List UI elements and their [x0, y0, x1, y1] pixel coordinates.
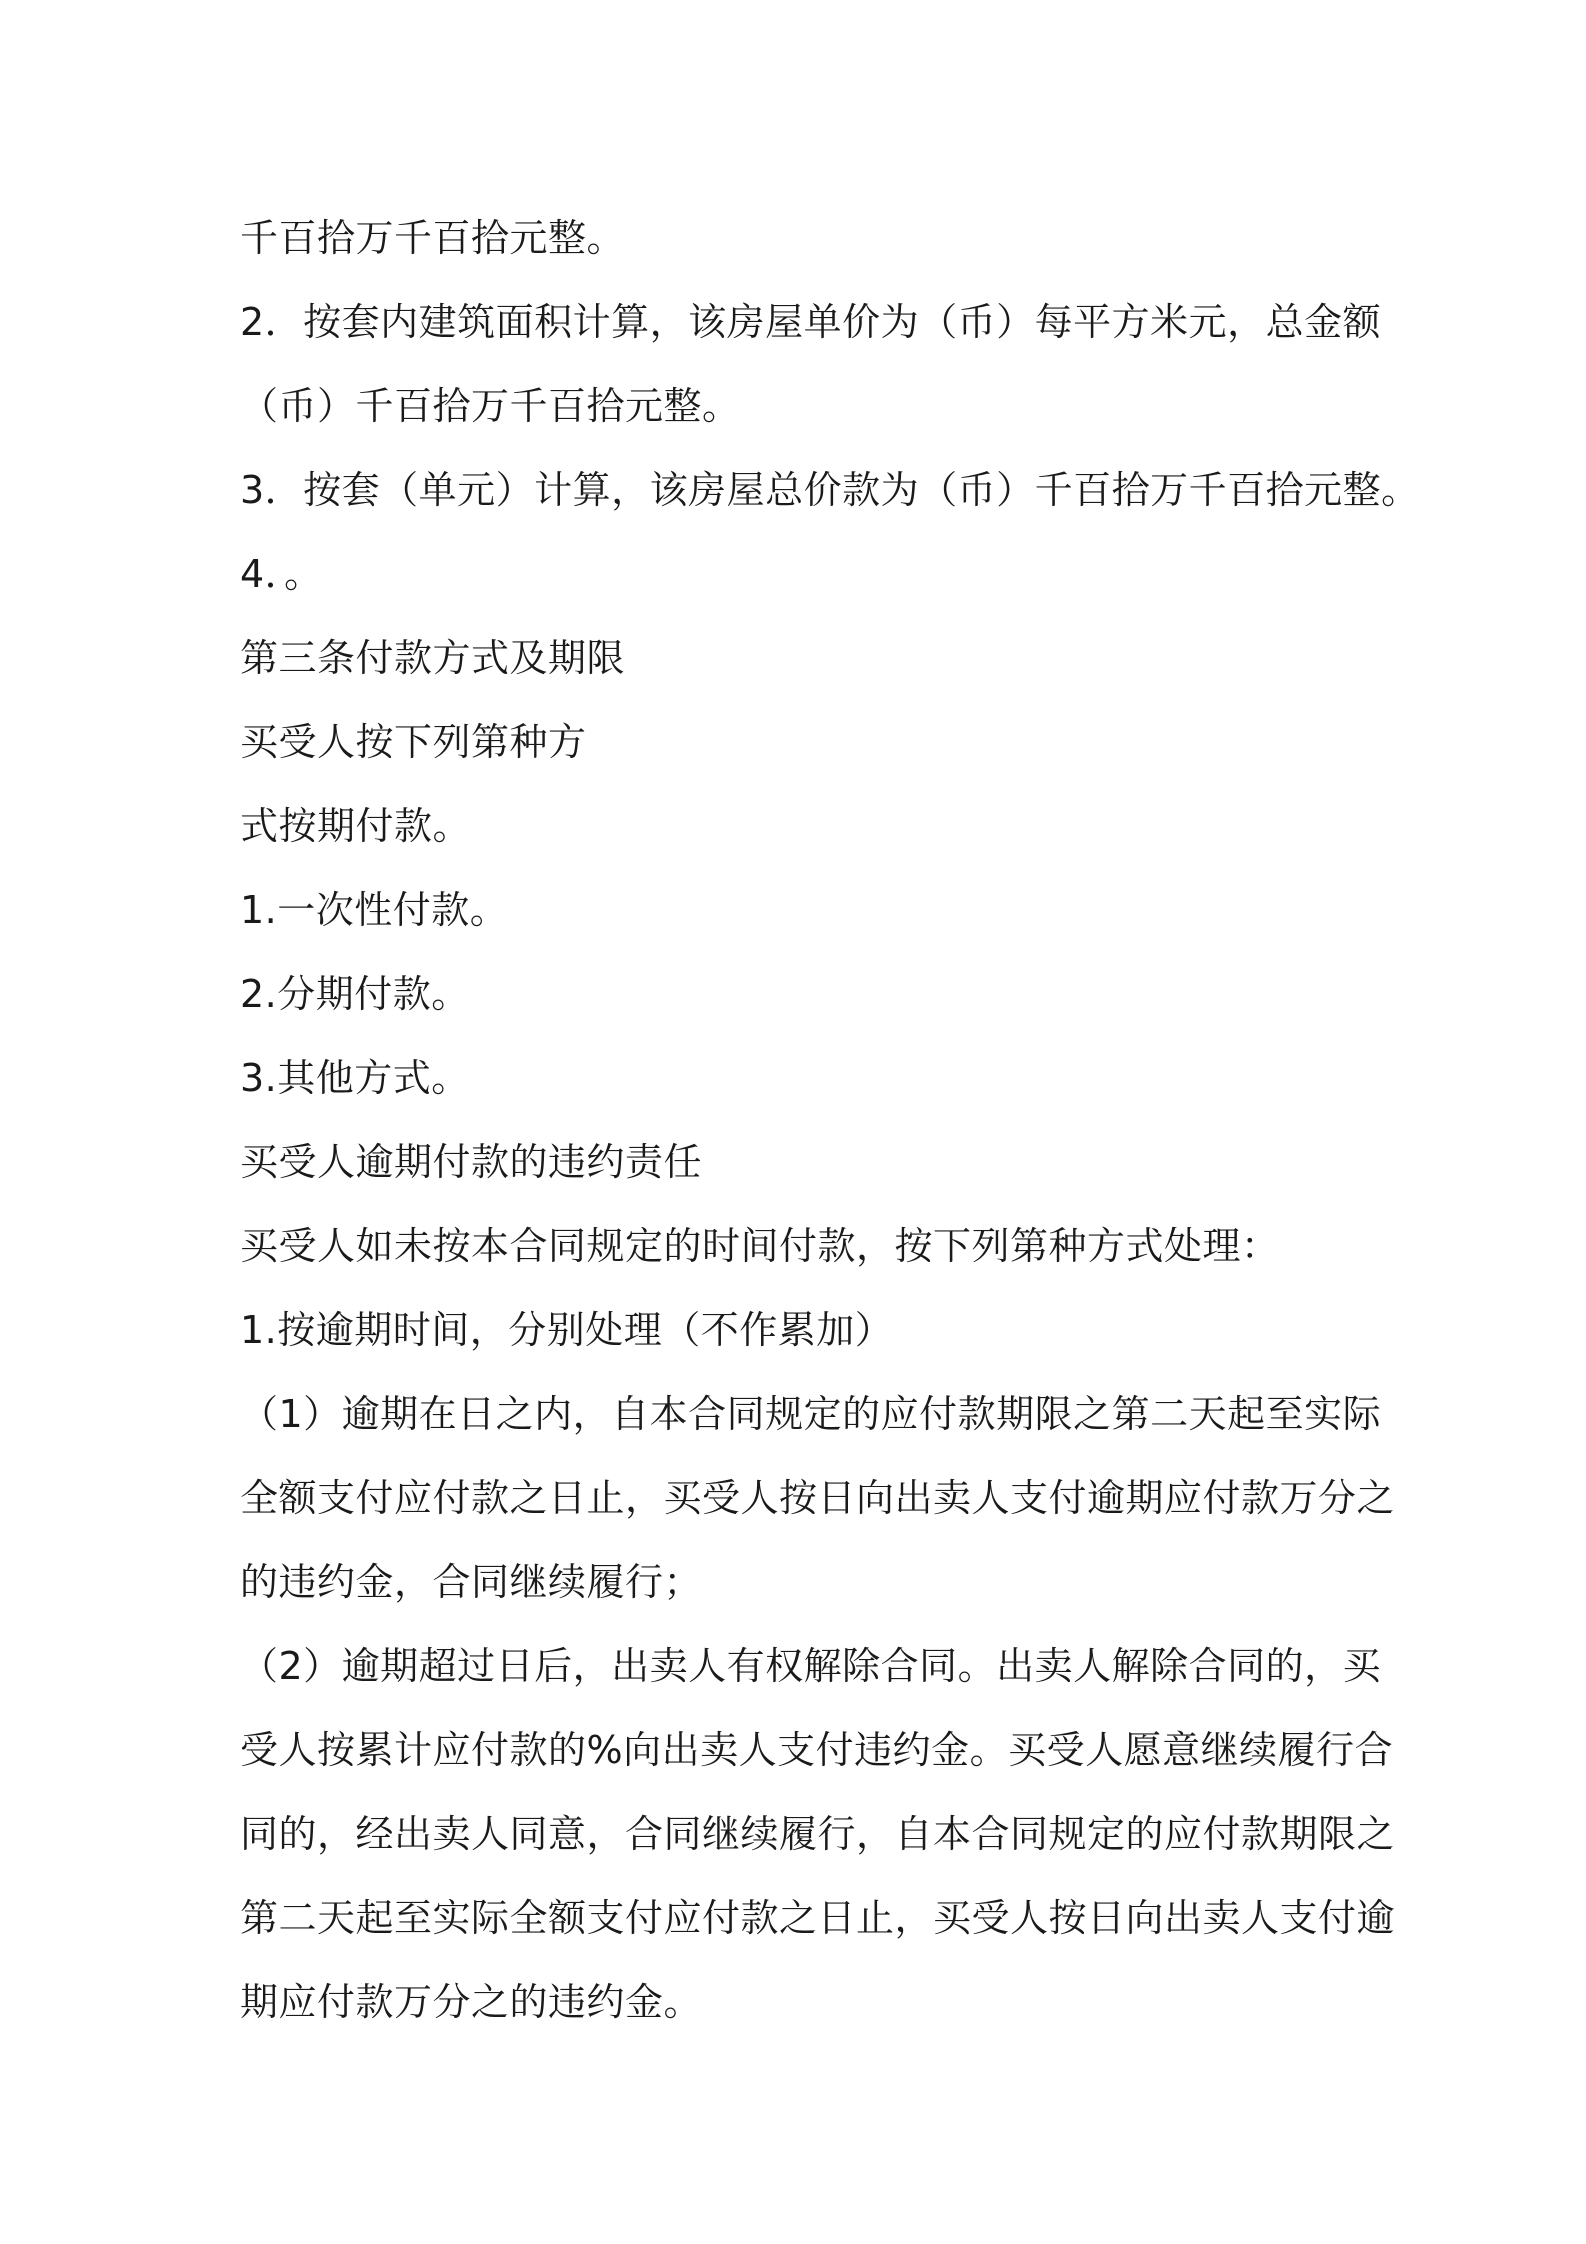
section-heading: 买受人逾期付款的违约责任 — [240, 1140, 703, 1184]
text-line: 1.一次性付款。 — [240, 888, 509, 932]
text-line: 同的，经出卖人同意，合同继续履行，自本合同规定的应付款期限之 — [240, 1812, 1396, 1856]
text-line: 千百拾万千百拾元整。 — [240, 216, 626, 260]
text-line: 第二天起至实际全额支付应付款之日止，买受人按日向出卖人支付逾 — [240, 1896, 1396, 1940]
text-line: （币）千百拾万千百拾元整。 — [240, 384, 741, 428]
text-line: （2）逾期超过日后，出卖人有权解除合同。出卖人解除合同的，买 — [240, 1644, 1382, 1688]
document-body — [240, 196, 1420, 2044]
text-line: 的违约金，合同继续履行； — [240, 1560, 703, 1604]
text-line: （1）逾期在日之内，自本合同规定的应付款期限之第二天起至实际 — [240, 1392, 1382, 1436]
text-line: 2．按套内建筑面积计算，该房屋单价为（币）每平方米元，总金额 — [240, 300, 1382, 344]
text-line: 1.按逾期时间，分别处理（不作累加） — [240, 1308, 894, 1352]
text-line: 买受人如未按本合同规定的时间付款，按下列第种方式处理： — [240, 1224, 1280, 1268]
text-line: 受人按累计应付款的%向出卖人支付违约金。买受人愿意继续履行合 — [240, 1728, 1394, 1772]
text-line: 2.分期付款。 — [240, 972, 470, 1016]
text-line: 4．。 — [240, 552, 323, 596]
text-line: 3.其他方式。 — [240, 1056, 470, 1100]
text-line: 3．按套（单元）计算，该房屋总价款为（币）千百拾万千百拾元整。 — [240, 468, 1420, 512]
text-line: 式按期付款。 — [240, 804, 472, 848]
text-line: 买受人按下列第种方 — [240, 720, 587, 764]
text-line: 期应付款万分之的违约金。 — [240, 1980, 703, 2024]
section-heading: 第三条付款方式及期限 — [240, 636, 626, 680]
text-line: 全额支付应付款之日止，买受人按日向出卖人支付逾期应付款万分之 — [240, 1476, 1396, 1520]
